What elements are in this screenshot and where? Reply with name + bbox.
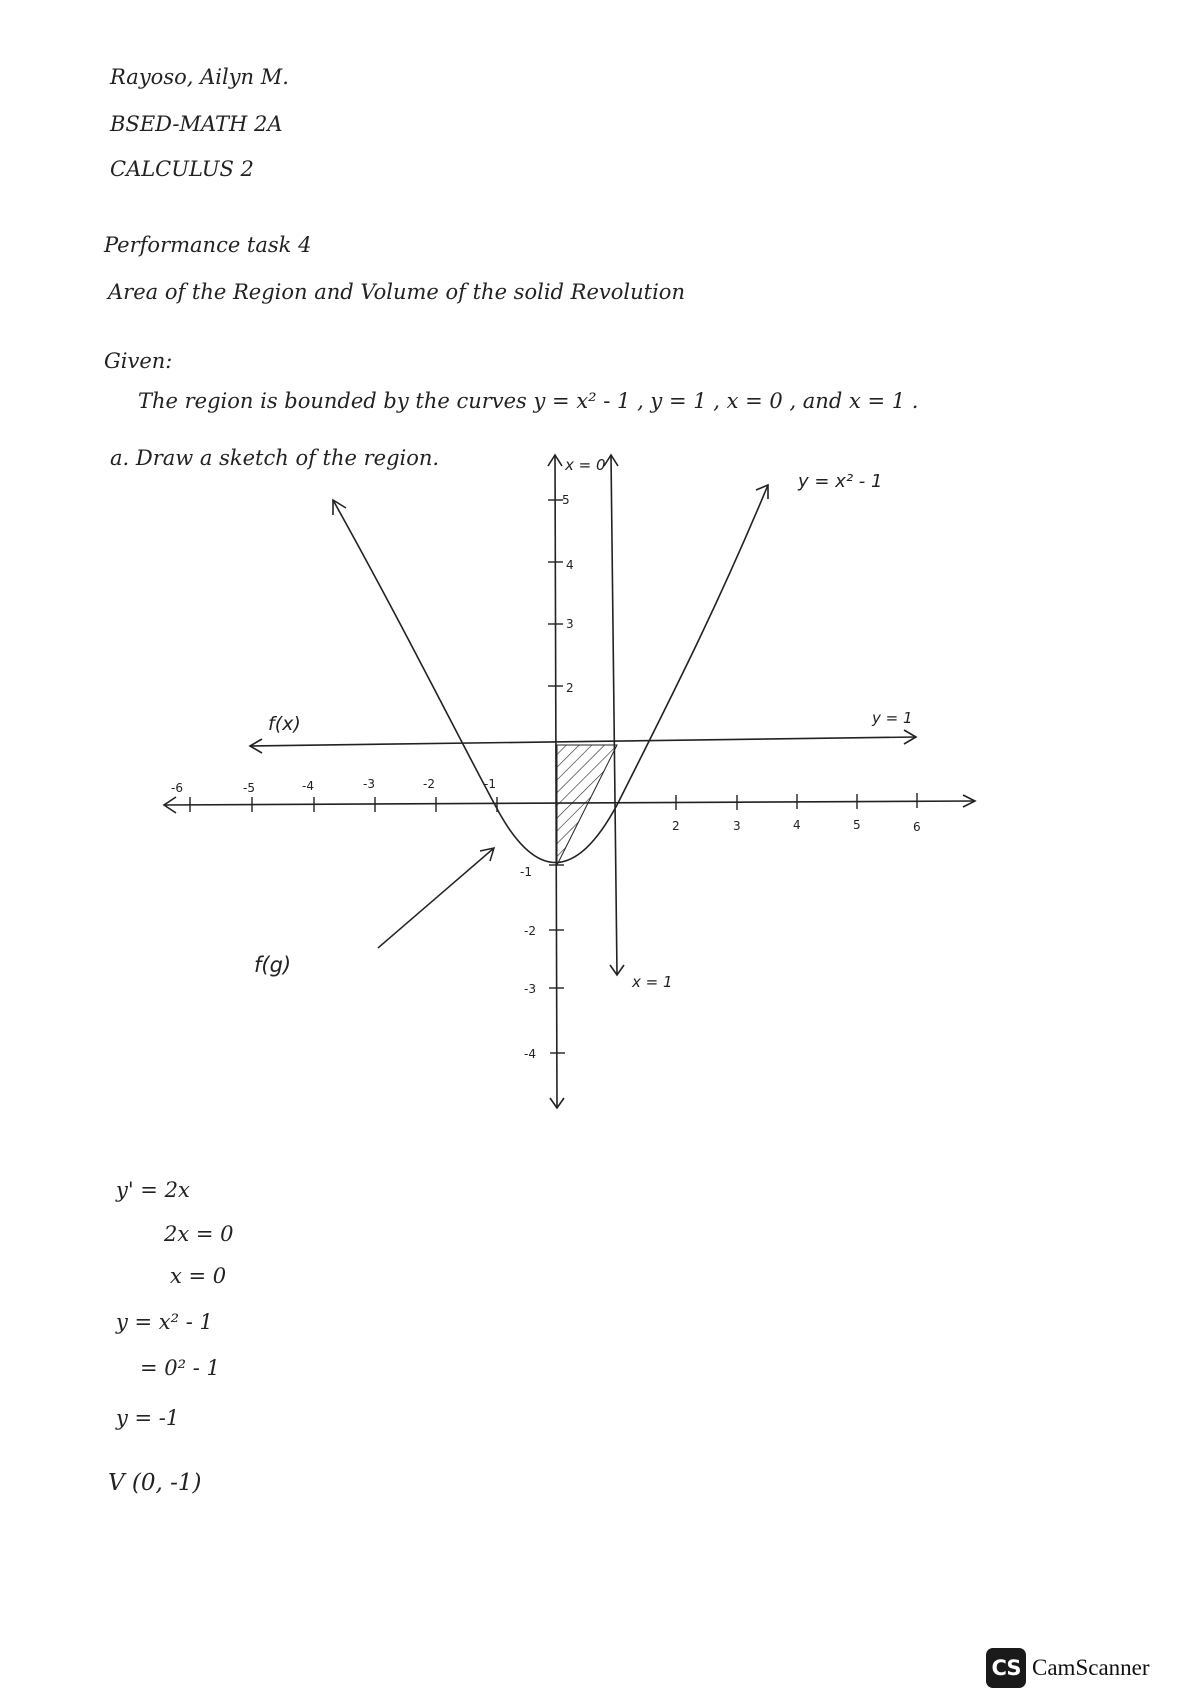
given-label: Given: xyxy=(104,349,173,373)
y-result: y = -1 xyxy=(116,1406,180,1430)
substitute-equation: y = x² - 1 xyxy=(116,1310,213,1334)
y-tick-label: -1 xyxy=(520,865,532,879)
line-x-equals-1 xyxy=(611,455,617,975)
y-tick-label: -2 xyxy=(524,924,536,938)
label-x-equals-1: x = 1 xyxy=(632,973,673,991)
x-tick-label: -6 xyxy=(171,781,183,795)
y-tick-label: 5 xyxy=(562,493,570,507)
label-parabola: y = x² - 1 xyxy=(798,471,883,492)
y-tick-label: 3 xyxy=(566,617,574,631)
x-tick-label: -2 xyxy=(423,777,435,791)
y-tick-label: -3 xyxy=(524,982,536,996)
x-tick-label: -4 xyxy=(302,779,314,793)
x-tick-label: 3 xyxy=(733,819,741,833)
x-tick-label: 6 xyxy=(913,820,921,834)
parabola-curve xyxy=(333,485,768,863)
x-tick-label: -5 xyxy=(243,781,255,795)
subject-title: CALCULUS 2 xyxy=(110,157,254,181)
camscanner-name: CamScanner xyxy=(1032,1655,1150,1680)
label-f-of-x: f(x) xyxy=(268,713,301,735)
label-f-of-g: f(g) xyxy=(254,953,292,977)
part-a-prompt: a. Draw a sketch of the region. xyxy=(110,446,440,470)
substitute-value: = 0² - 1 xyxy=(140,1356,220,1380)
vertex-pointer-arrow xyxy=(378,848,494,948)
parabola-right-arrow xyxy=(756,485,768,499)
vertex-result: V (0, -1) xyxy=(108,1470,202,1496)
solve-x: x = 0 xyxy=(170,1264,227,1288)
set-derivative-zero: 2x = 0 xyxy=(164,1222,234,1246)
task-subtitle: Area of the Region and Volume of the solid Revolution xyxy=(108,280,685,304)
given-statement: The region is bounded by the curves y = x² - 1 , y = 1 , x = 0 , and x = 1 . xyxy=(138,389,919,413)
course-section: BSED-MATH 2A xyxy=(110,112,283,136)
task-title: Performance task 4 xyxy=(104,233,312,257)
camscanner-watermark xyxy=(986,1645,1150,1691)
label-x-equals-0: x = 0 xyxy=(565,456,606,474)
y-axis xyxy=(555,455,557,1108)
camscanner-logo: CS xyxy=(986,1648,1026,1688)
x-tick-label: 5 xyxy=(853,818,861,832)
x-tick-label: -1 xyxy=(484,777,496,791)
student-name: Rayoso, Ailyn M. xyxy=(110,65,289,89)
x-tick-label: 4 xyxy=(793,818,801,832)
label-y-equals-1: y = 1 xyxy=(872,709,913,727)
x-tick-label: -3 xyxy=(363,777,375,791)
y-tick-label: 4 xyxy=(566,558,574,572)
x-tick-label: 2 xyxy=(672,819,680,833)
y-tick-label: 2 xyxy=(566,681,574,695)
derivative-line: y' = 2x xyxy=(116,1178,190,1202)
y-tick-label: -4 xyxy=(524,1047,536,1061)
